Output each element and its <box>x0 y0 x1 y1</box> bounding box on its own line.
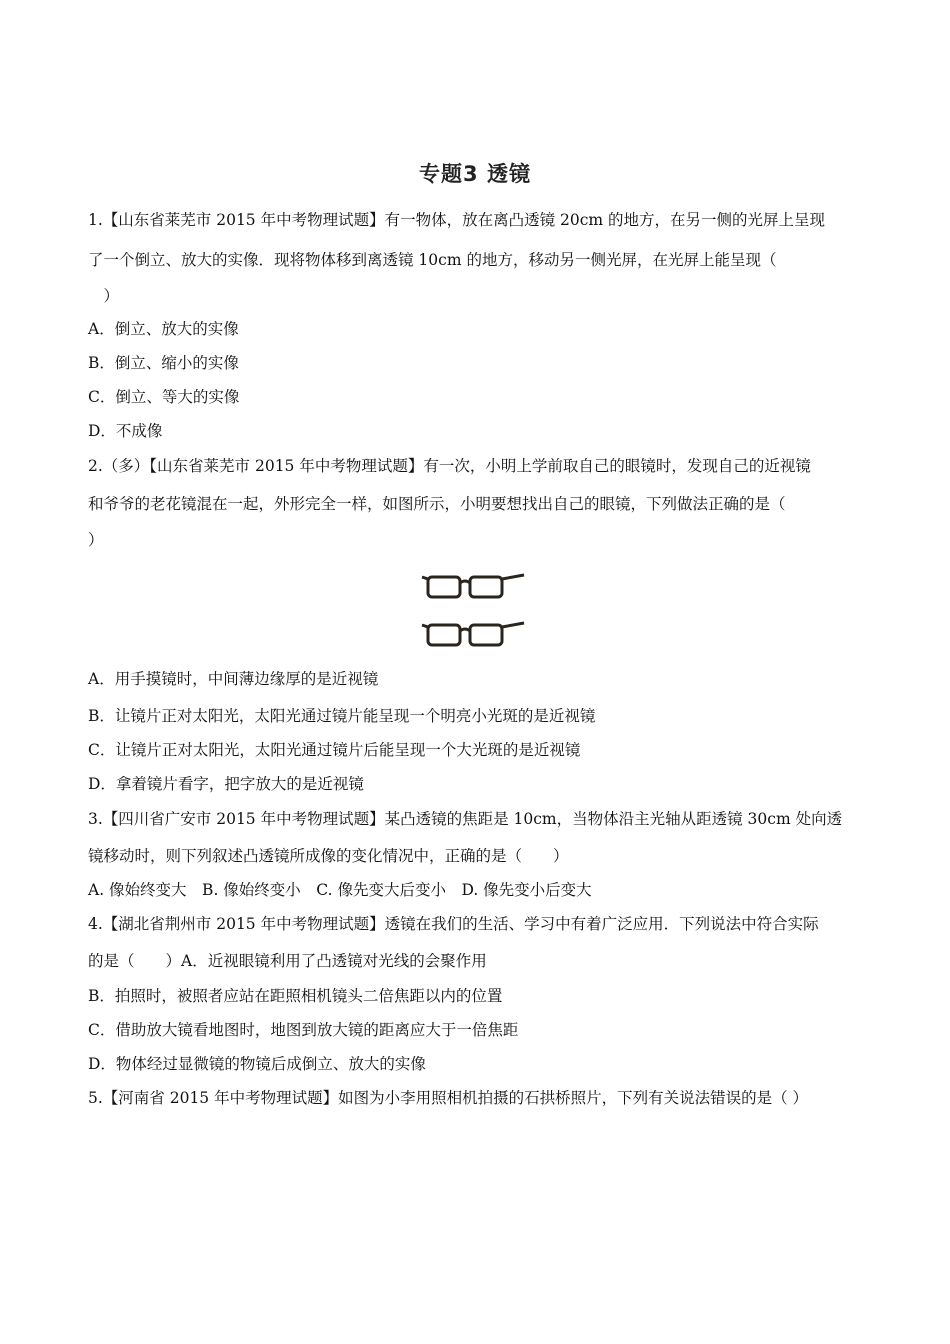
q2-option-b: B．让镜片正对太阳光，太阳光通过镜片能呈现一个明亮小光斑的是近视镜 <box>88 707 596 725</box>
page-title: 专题3 透镜 <box>419 162 531 186</box>
q2-option-c: C．让镜片正对太阳光，太阳光通过镜片后能呈现一个大光斑的是近视镜 <box>88 741 581 759</box>
q3-options: A. 像始终变大 B. 像始终变小 C. 像先变大后变小 D. 像先变小后变大 <box>88 881 592 899</box>
q1-option-c: C．倒立、等大的实像 <box>88 388 240 406</box>
q2-stem-line-1: 2.（多）【山东省莱芜市 2015 年中考物理试题】有一次，小明上学前取自己的眼镜时，发现自己的近视镜 <box>88 457 811 475</box>
q2-stem-line-3: ） <box>88 531 104 549</box>
q4-option-b: B．拍照时，被照者应站在距照相机镜头二倍焦距以内的位置 <box>88 987 503 1005</box>
q4-stem-line-1: 4.【湖北省荆州市 2015 年中考物理试题】透镜在我们的生活、学习中有着广泛应用．下列说法中符合实际 <box>88 915 819 933</box>
q3-stem-line-1: 3.【四川省广安市 2015 年中考物理试题】某凸透镜的焦距是 10cm，当物体沿主光轴从距透镜 30cm 处向透 <box>88 810 843 828</box>
q3-stem-line-2: 镜移动时，则下列叙述凸透镜所成像的变化情况中，正确的是（ ） <box>88 847 569 865</box>
q1-stem-line-1: 1.【山东省莱芜市 2015 年中考物理试题】有一物体，放在离凸透镜 20cm 的地方，在另一侧的光屏上呈现 <box>88 211 826 229</box>
q1-option-a: A．倒立、放大的实像 <box>88 320 239 338</box>
q1-option-d: D．不成像 <box>88 422 163 440</box>
q1-stem-line-3: ） <box>88 287 120 305</box>
q4-stem-line-2: 的是（ ）A．近视眼镜利用了凸透镜对光线的会聚作用 <box>88 952 487 970</box>
q2-option-a: A．用手摸镜时，中间薄边缘厚的是近视镜 <box>88 670 379 688</box>
q1-stem-line-2: 了一个倒立、放大的实像．现将物体移到离透镜 10cm 的地方，移动另一侧光屏，在光屏上能呈现（ <box>88 251 777 269</box>
q5-stem-line-1: 5.【河南省 2015 年中考物理试题】如图为小李用照相机拍摄的石拱桥照片，下列有关说法错误的是（ ） <box>88 1089 809 1107</box>
q1-option-b: B．倒立、缩小的实像 <box>88 354 239 372</box>
q4-option-d: D．物体经过显微镜的物镜后成倒立、放大的实像 <box>88 1055 426 1073</box>
q2-stem-line-2: 和爷爷的老花镜混在一起，外形完全一样，如图所示，小明要想找出自己的眼镜，下列做法正确的是（ <box>88 495 786 513</box>
glasses-figure <box>420 565 530 665</box>
glasses-bottom <box>422 623 524 645</box>
glasses-top <box>422 575 524 597</box>
q2-option-d: D．拿着镜片看字，把字放大的是近视镜 <box>88 775 364 793</box>
q4-option-c: C．借助放大镜看地图时，地图到放大镜的距离应大于一倍焦距 <box>88 1021 519 1039</box>
